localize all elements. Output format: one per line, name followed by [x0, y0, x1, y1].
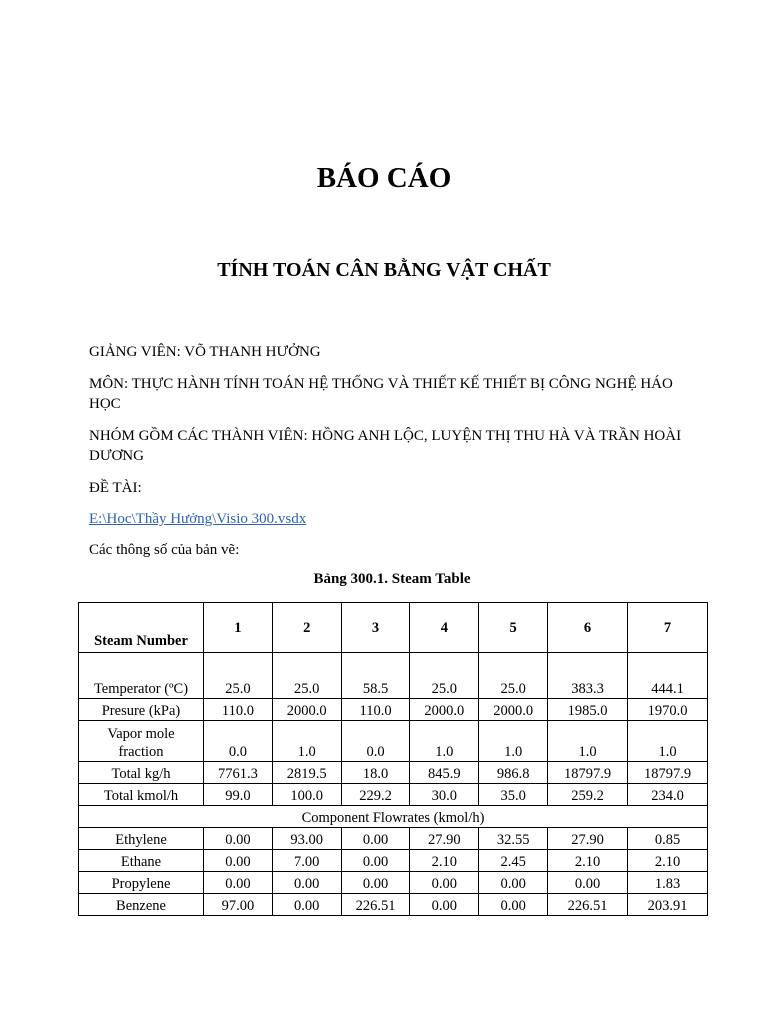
table-cell: 32.55 [479, 828, 548, 850]
table-cell: 25.0 [479, 653, 548, 699]
column-header: 5 [479, 603, 548, 653]
table-cell: 25.0 [410, 653, 479, 699]
table-cell: 2.10 [628, 850, 708, 872]
table-row [79, 872, 708, 894]
table-row [79, 784, 708, 806]
column-header: 1 [204, 603, 273, 653]
table-cell: 35.0 [479, 784, 548, 806]
table-cell: 110.0 [204, 699, 273, 721]
table-cell: 229.2 [341, 784, 410, 806]
table-cell: 58.5 [341, 653, 410, 699]
table-cell: 0.00 [204, 850, 273, 872]
section-header-row [79, 806, 708, 828]
visio-file-link-line [89, 509, 699, 529]
table-cell: 2.10 [410, 850, 479, 872]
row-label: Propylene [79, 872, 204, 894]
row-label: Presure (kPa) [79, 699, 204, 721]
table-row [79, 894, 708, 916]
report-subtitle: TÍNH TOÁN CÂN BẰNG VẬT CHẤT [217, 259, 551, 281]
steam-number-header: Steam Number [79, 603, 204, 653]
table-cell: 234.0 [628, 784, 708, 806]
steam-table [78, 602, 708, 916]
column-header: 4 [410, 603, 479, 653]
table-cell: 1970.0 [628, 699, 708, 721]
table-cell: 0.00 [410, 894, 479, 916]
table-cell: 0.00 [410, 872, 479, 894]
table-cell: 2.10 [548, 850, 628, 872]
report-title: BÁO CÁO [316, 162, 452, 194]
visio-file-link[interactable]: E:\Hoc\Thầy Hưởng\Visio 300.vsdx [89, 511, 307, 527]
table-cell: 110.0 [341, 699, 410, 721]
table-cell: 18.0 [341, 762, 410, 784]
table-cell: 2000.0 [272, 699, 341, 721]
table-header-row [79, 603, 708, 653]
table-cell: 2000.0 [479, 699, 548, 721]
table-cell: 2819.5 [272, 762, 341, 784]
lecturer-line: GIẢNG VIÊN: VÕ THANH HƯỞNG [89, 344, 321, 360]
table-row [79, 653, 708, 699]
table-row [79, 762, 708, 784]
topic-line: ĐỀ TÀI: [89, 480, 142, 496]
column-header: 7 [628, 603, 708, 653]
params-intro: Các thông số của bản vẽ: [89, 542, 240, 558]
column-header: 6 [548, 603, 628, 653]
table-cell: 0.00 [272, 872, 341, 894]
column-header: 2 [272, 603, 341, 653]
row-label: Benzene [79, 894, 204, 916]
table-cell: 7761.3 [204, 762, 273, 784]
table-cell: 0.85 [628, 828, 708, 850]
table-cell: 25.0 [272, 653, 341, 699]
row-label: Temperator (ºC) [79, 653, 204, 699]
table-cell: 97.00 [204, 894, 273, 916]
table-cell: 203.91 [628, 894, 708, 916]
table-cell: 1.0 [548, 721, 628, 762]
table-cell: 7.00 [272, 850, 341, 872]
table-cell: 0.0 [204, 721, 273, 762]
table-cell: 444.1 [628, 653, 708, 699]
table-cell: 1.0 [479, 721, 548, 762]
table-cell: 93.00 [272, 828, 341, 850]
table-caption: Bảng 300.1. Steam Table [313, 571, 471, 587]
table-cell: 0.00 [204, 828, 273, 850]
table-cell: 0.0 [341, 721, 410, 762]
table-cell: 1985.0 [548, 699, 628, 721]
table-row [79, 850, 708, 872]
table-cell: 2.45 [479, 850, 548, 872]
table-cell: 226.51 [548, 894, 628, 916]
row-label: Total kg/h [79, 762, 204, 784]
table-cell: 1.83 [628, 872, 708, 894]
table-cell: 25.0 [204, 653, 273, 699]
table-cell: 18797.9 [628, 762, 708, 784]
table-cell: 27.90 [548, 828, 628, 850]
table-cell: 0.00 [548, 872, 628, 894]
table-cell: 986.8 [479, 762, 548, 784]
table-cell: 0.00 [341, 872, 410, 894]
table-cell: 27.90 [410, 828, 479, 850]
table-cell: 30.0 [410, 784, 479, 806]
column-header: 3 [341, 603, 410, 653]
table-cell: 383.3 [548, 653, 628, 699]
table-cell: 2000.0 [410, 699, 479, 721]
table-cell: 226.51 [341, 894, 410, 916]
table-cell: 0.00 [479, 894, 548, 916]
table-cell: 1.0 [410, 721, 479, 762]
row-label: Total kmol/h [79, 784, 204, 806]
course-line: MÔN: THỰC HÀNH TÍNH TOÁN HỆ THỐNG VÀ THIẾT KẾ THIẾT BỊ CÔNG NGHỆ HÁO HỌC [89, 376, 673, 412]
table-cell: 1.0 [628, 721, 708, 762]
table-cell: 259.2 [548, 784, 628, 806]
table-row [79, 828, 708, 850]
row-label: Ethane [79, 850, 204, 872]
table-cell: 100.0 [272, 784, 341, 806]
table-cell: 18797.9 [548, 762, 628, 784]
table-row [79, 699, 708, 721]
table-cell: 0.00 [204, 872, 273, 894]
table-row [79, 721, 708, 762]
row-label: Vapor mole fraction [79, 721, 204, 762]
table-cell: 99.0 [204, 784, 273, 806]
group-line: NHÓM GỒM CÁC THÀNH VIÊN: HỒNG ANH LỘC, LUYỆN THỊ THU HÀ VÀ TRẦN HOÀI DƯƠNG [89, 428, 682, 464]
table-cell: 0.00 [341, 850, 410, 872]
table-cell: 0.00 [341, 828, 410, 850]
table-cell: 0.00 [272, 894, 341, 916]
row-label: Ethylene [79, 828, 204, 850]
table-cell: 1.0 [272, 721, 341, 762]
table-cell: 0.00 [479, 872, 548, 894]
table-cell: 845.9 [410, 762, 479, 784]
component-flowrates-header: Component Flowrates (kmol/h) [79, 806, 708, 828]
